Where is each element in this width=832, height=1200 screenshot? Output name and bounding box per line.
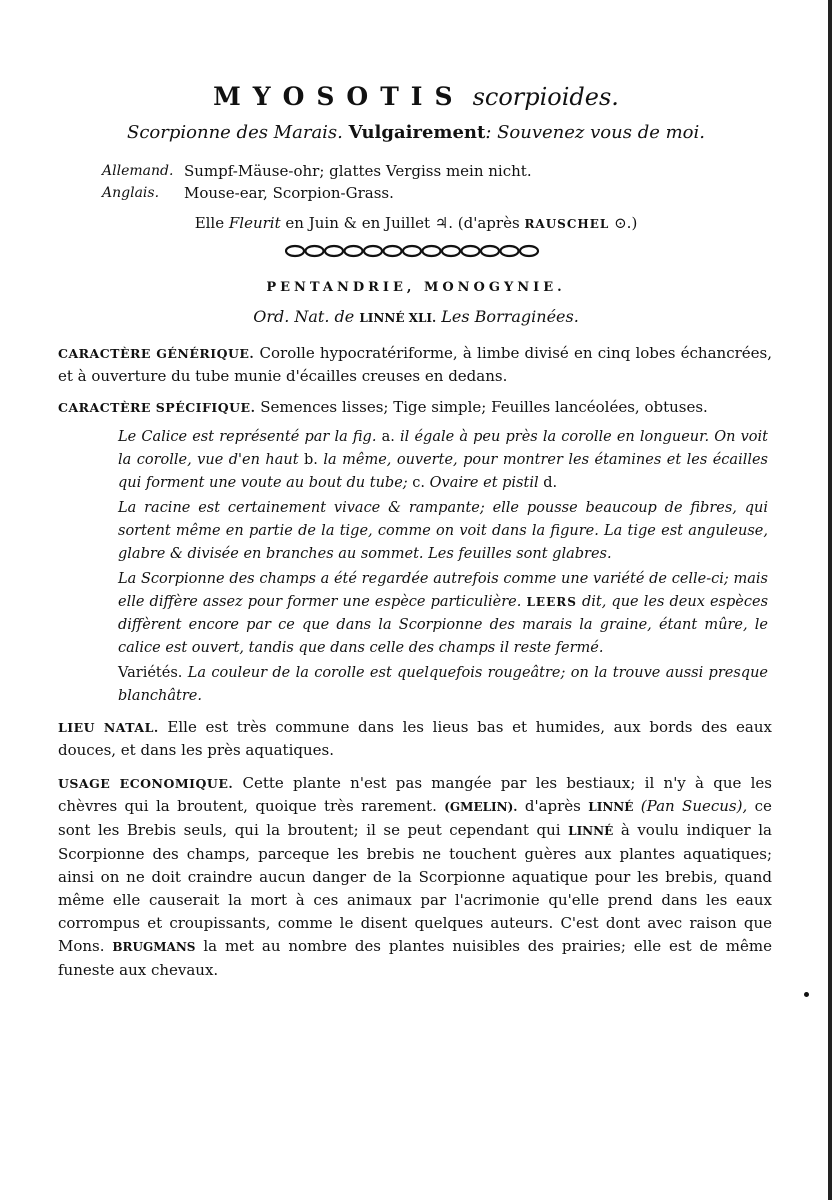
generic-text: Corolle hypocratériforme, à limbe divisé en cinq lobes échancrées, et à ouverture du tube munie d'écailles creuses en dedans. [58, 344, 772, 385]
fig-ref: b. [304, 452, 318, 468]
french-name: Scorpionne des Marais. [127, 122, 343, 143]
usage-heading: USAGE ECONOMIQUE. [58, 776, 234, 791]
note-calice [118, 426, 768, 495]
order-prefix: Ord. Nat. de [253, 307, 355, 326]
varietes-label: Variétés. [118, 665, 183, 681]
linne-ref: LINNÉ XLI. [359, 311, 437, 325]
language-label: Allemand. [102, 163, 174, 179]
note-text: Ovaire et pistil [429, 475, 539, 491]
species-name: scorpioides. [472, 83, 619, 111]
note-varietes [118, 662, 768, 708]
genus-name: MYOSOTIS [213, 82, 465, 111]
ornament-divider [285, 243, 547, 259]
flowering-line [0, 214, 832, 232]
ornament-link [364, 246, 382, 256]
family-name: Les Borraginées. [441, 307, 579, 326]
author-gmelin: (GMELIN). [444, 800, 518, 814]
usage-text: Cette plante n'est pas mangée par les bestiaux; il n'y à que les chèvres qui la broutent, quoique très rarement. [58, 774, 772, 815]
ornament-link [325, 246, 343, 256]
ornament-link [403, 246, 421, 256]
language-label: Anglais. [102, 185, 160, 201]
name-row [102, 160, 532, 182]
ornament-link [423, 246, 441, 256]
page-edge-shadow [828, 0, 832, 1200]
author-linne: LINNÉ [588, 800, 634, 814]
author-rauschel: RAUSCHEL [524, 217, 610, 231]
foreign-names [102, 160, 532, 204]
fig-ref: d. [543, 475, 558, 491]
usage-economique [58, 772, 772, 982]
ornament-link [384, 246, 402, 256]
generic-character [58, 342, 772, 388]
note-racine: La racine est certainement vivace & rampante; elle pousse beaucoup de fibres, qui sortent même en partie de la tige, comme on voit dans la figure. La tige est anguleuse, glabre & divisée en branches au sommet. Les feuilles sont glabres. [118, 500, 768, 562]
flowering-text: en Juin & en Juillet ♃. (d'après [285, 214, 520, 232]
specific-heading: CARACTÈRE SPÉCIFIQUE. [58, 400, 256, 415]
author-leers: LEERS [526, 595, 577, 609]
usage-text: d'après [524, 797, 581, 815]
note-text: il égale à peu près la corolle en longueur. On voit la corolle, vue d'en haut [118, 429, 769, 468]
vernacular-name: Sumpf-Mäuse-ohr; glattes Vergiss mein nicht. [184, 162, 532, 180]
lieu-natal [58, 716, 772, 762]
usage-text: à voulu indiquer la Scorpionne des champs, parceque les brebis ne touchent guères aux plantes aquatiques; ainsi on ne doit craindre aucun danger de la Scorpionne aquatique pour les brebis, quand même elle causerait la mort à ces animaux par l'acrimonie qu'elle prend dans les eaux corrompus et croupissants, comme le disent quelques auteurs. C'est dont avec raison que Mons. [58, 821, 772, 955]
linnaean-class: PENTANDRIE, MONOGYNIE. [266, 280, 566, 295]
usage-text: la met au nombre des plantes nuisibles des prairies; elle est de même funeste aux chevaux. [58, 937, 772, 979]
fig-ref: c. [412, 475, 426, 491]
generic-heading: CARACTÈRE GÉNÉRIQUE. [58, 346, 255, 361]
flowering-pre: Elle [194, 214, 225, 232]
vulgar-name: : Souvenez vous de moi. [485, 122, 705, 143]
page-title [0, 82, 832, 111]
ornament-link [501, 246, 519, 256]
note-text: La couleur de la corolle est quelquefois rougeâtre; on la trouve aussi presque blanchâtre. [118, 665, 768, 704]
specific-character [58, 396, 772, 419]
work-title: (Pan Suecus), [640, 797, 748, 815]
lieu-heading: LIEU NATAL. [58, 720, 159, 735]
ornament-link [520, 246, 538, 256]
fig-ref: a. [381, 429, 395, 445]
note-text: la même, ouverte, pour montrer les étamines et les écailles qui forment une voute au bout du tube; [118, 452, 769, 491]
note-text: Le Calice est représenté par la fig. [118, 429, 377, 445]
flowering-post: ⊙.) [614, 214, 638, 232]
ornament-link [286, 246, 304, 256]
ornament-link [462, 246, 480, 256]
note-text: dit, que les deux espèces diffèrent encore par ce que dans la Scorpionne des marais la graine, étant mûre, le calice est ouvert, tandis que dans celle des champs il reste fermé. [118, 594, 769, 656]
name-row [102, 182, 532, 204]
vulgar-label: Vulgairement [348, 122, 486, 143]
author-linne: LINNÉ [568, 824, 614, 838]
flowering-verb: Fleurit [228, 214, 281, 232]
ornament-link [481, 246, 499, 256]
ink-speck [804, 992, 809, 997]
common-names-line [0, 122, 832, 143]
specific-text: Semences lisses; Tige simple; Feuilles lancéolées, obtuses. [260, 398, 708, 416]
ornament-link [345, 246, 363, 256]
author-brugmans: BRUGMANS [112, 940, 196, 954]
lieu-text: Elle est très commune dans les lieus bas et humides, aux bords des eaux douces, et dans les près aquatiques. [58, 718, 772, 759]
note-text: La Scorpionne des champs a été regardée autrefois comme une variété de celle-ci; mais elle diffère assez pour former une espèce particulière. [118, 571, 768, 610]
usage-text: ce sont les Brebis seuls, qui la broutent; il se peut cependant qui [58, 797, 772, 839]
natural-order [0, 307, 832, 326]
ornament-link [306, 246, 324, 256]
vernacular-name: Mouse-ear, Scorpion-Grass. [184, 184, 394, 202]
ornament-link [442, 246, 460, 256]
note-champs [118, 568, 768, 660]
